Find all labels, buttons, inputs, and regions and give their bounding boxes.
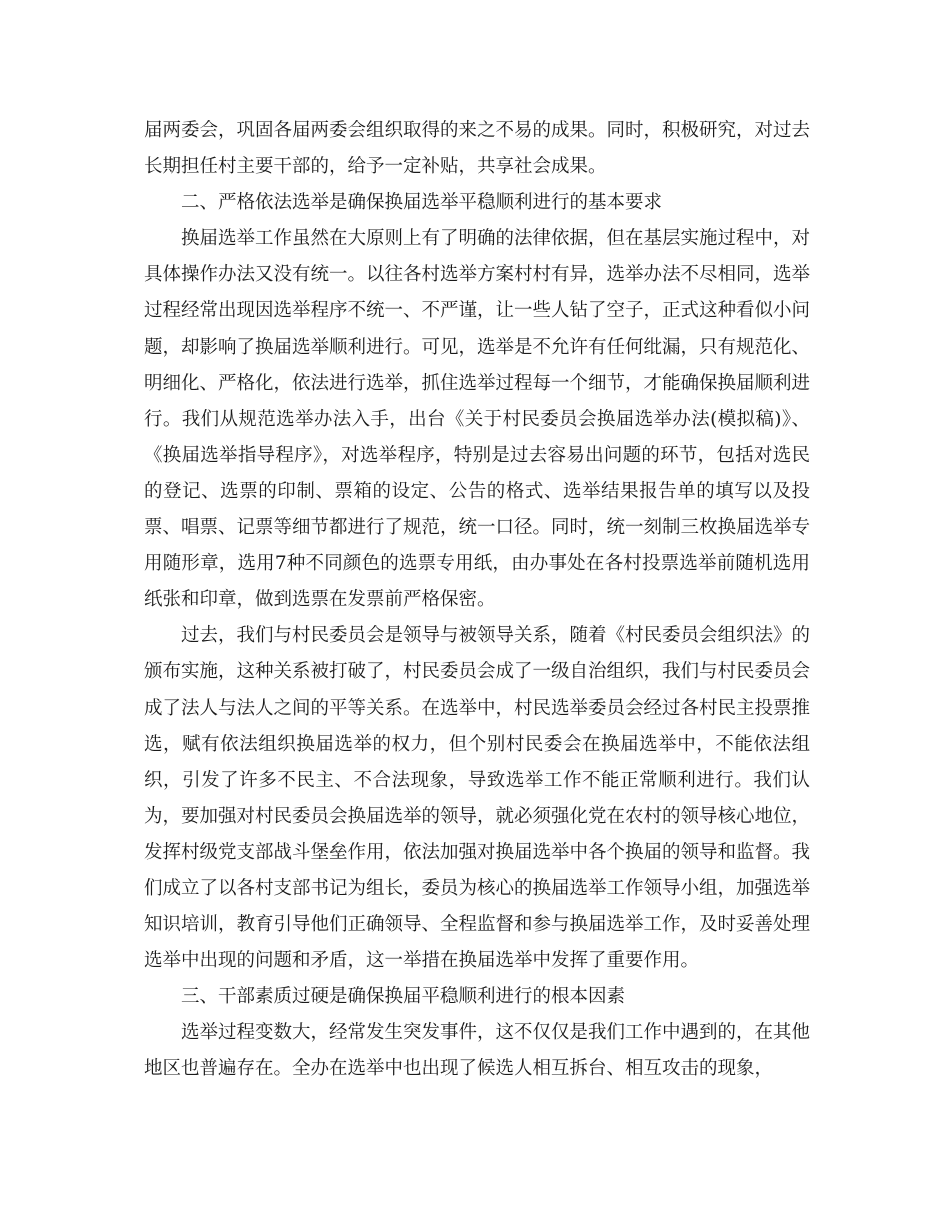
paragraph-election-procedure: 换届选举工作虽然在大原则上有了明确的法律依据，但在基层实施过程中，对具体操作办法又没有统一。以往各村选举方案村村有异，选举办法不尽相同，选举过程经常出现因选举程序不统一、不严谨，让一些人钻了空子，正式这种看似小问题，却影响了换届选举顺利进行。可见，选举是不允许有任何纰漏，只有规范化、明细化、严格化，依法进行选举，抓住选举过程每一个细节，才能确保换届顺利进行。我们从规范选举办法入手，出台《关于村民委员会换届选举办法(模拟稿)》、《换届选举指导程序》，对选举程序，特别是过去容易出问题的环节，包括对选民的登记、选票的印制、票箱的设定、公告的格式、选举结果报告单的填写以及投票、唱票、记票等细节都进行了规范，统一口径。同时，统一刻制三枚换届选举专用随形章，选用7种不同颜色的选票专用纸，由办事处在各村投票选举前随机选用纸张和印章，做到选票在发票前严格保密。	[144, 228, 811, 611]
section-heading-3: 三、干部素质过硬是确保换届平稳顺利进行的根本因素	[181, 986, 626, 1008]
paragraph-cadre-quality: 选举过程变数大，经常发生突发事件，这不仅仅是我们工作中遇到的，在其他地区也普遍存在。全办在选举中也出现了候选人相互拆台、相互攻击的现象，	[144, 1022, 811, 1080]
document-body	[144, 113, 810, 1088]
section-heading-2: 二、严格依法选举是确保换届选举平稳顺利进行的基本要求	[181, 192, 663, 214]
paragraph-village-committee-relations: 过去，我们与村民委员会是领导与被领导关系，随着《村民委员会组织法》的颁布实施，这种关系被打破了，村民委员会成了一级自治组织，我们与村民委员会成了法人与法人之间的平等关系。在选举中，村民选举委员会经过各村民主投票推选，赋有依法组织换届选举的权力，但个别村民委会在换届选举中，不能依法组织，引发了许多不民主、不合法现象，导致选举工作不能正常顺利进行。我们认为，要加强对村民委员会换届选举的领导，就必须强化党在农村的领导核心地位，发挥村级党支部战斗堡垒作用，依法加强对换届选举中各个换届的领导和监督。我们成立了以各村支部书记为组长，委员为核心的换届选举工作领导小组，加强选举知识培训，教育引导他们正确领导、全程监督和参与换届选举工作，及时妥善处理选举中出现的问题和矛盾，这一举措在换届选举中发挥了重要作用。	[144, 625, 811, 972]
paragraph-continuation: 届两委会，巩固各届两委会组织取得的来之不易的成果。同时，积极研究，对过去长期担任村主要干部的，给予一定补贴，共享社会成果。	[144, 120, 811, 178]
